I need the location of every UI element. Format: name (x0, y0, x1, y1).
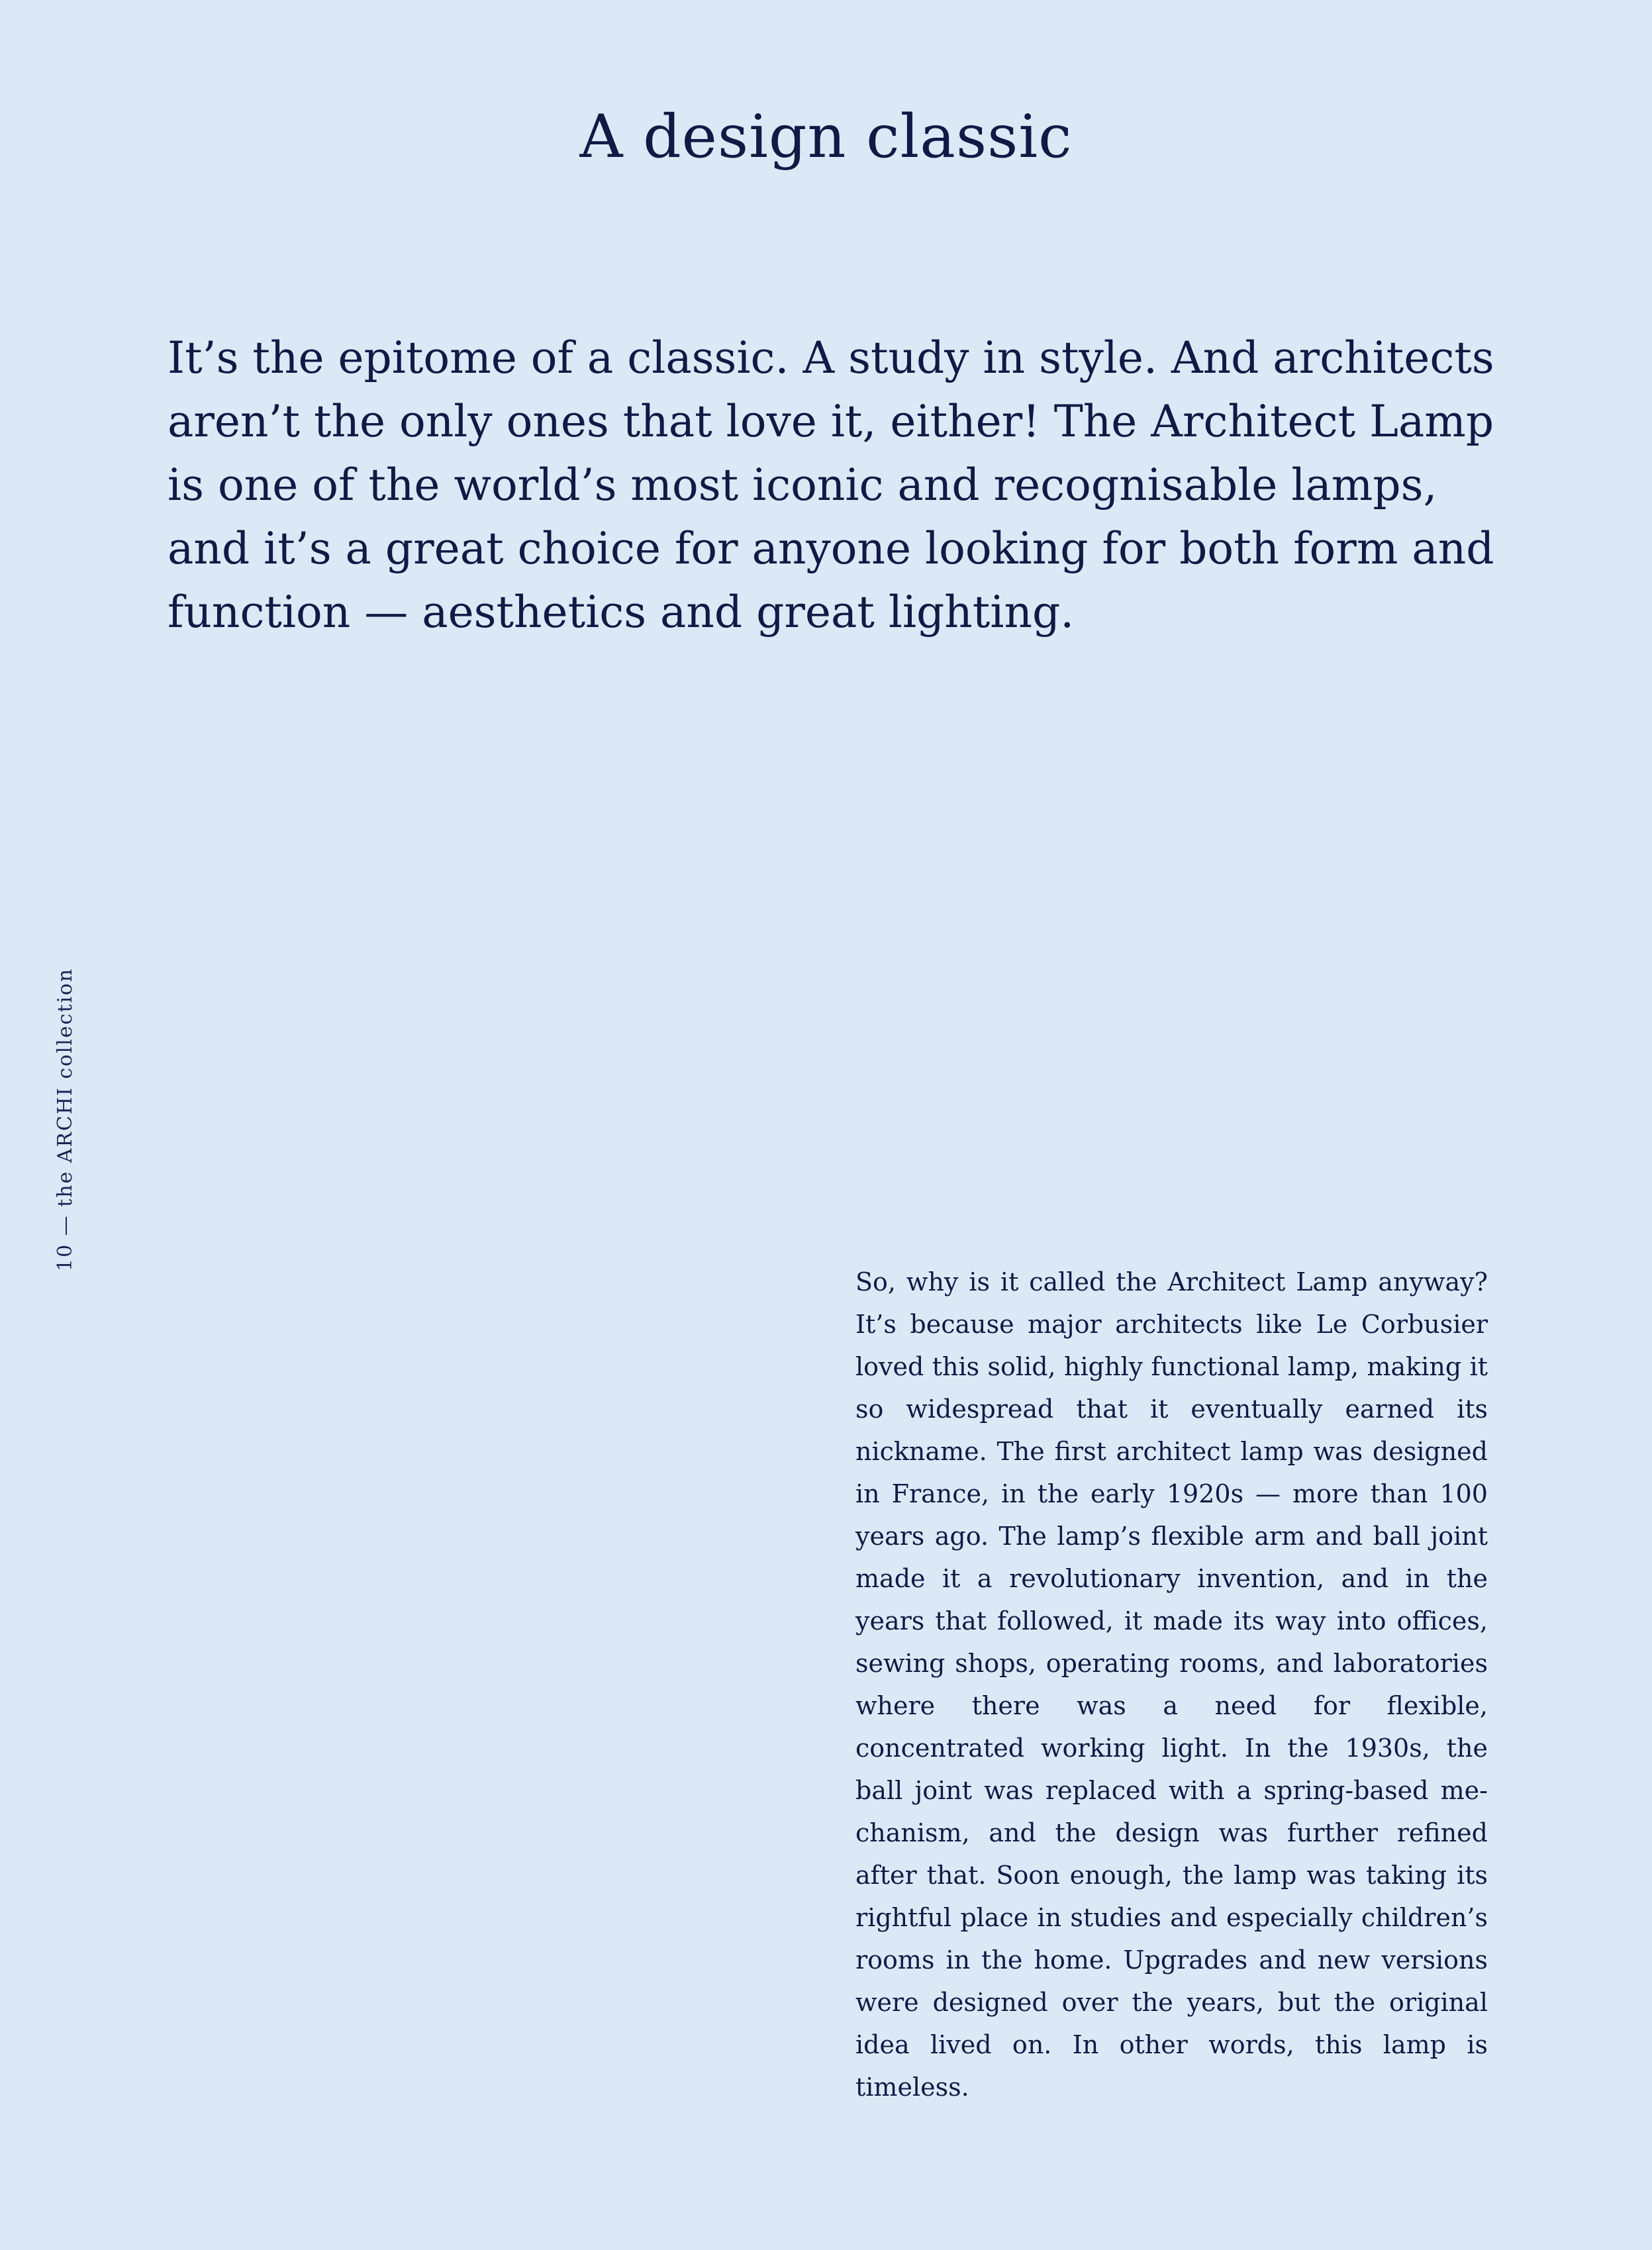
page-title: A design classic (579, 102, 1073, 171)
lead-paragraph: It’s the epitome of a classic. A study in style. And architects aren’t the only ones that love it, either! The Architect Lamp is one of the world’s most iconic and recognisable lamps, and it’s a great choice for anyone looking for both form and function — aesthetics and great lighting. (168, 332, 1494, 638)
page-number-running-footer: 10 — the ARCHI collection (54, 967, 77, 1271)
body-paragraph: So, why is it called the Architect Lamp anyway? It’s because major architects like Le Corbusier loved this solid, highly functional lamp, making it so widespread that it eventually earned its nickname. The first architect lamp was designed in France, in the early 1920s — more than 100 years ago. The lamp’s flexible arm and ball joint made it a revolutionary invention, and in the years that followed, it made its way into offices, sewing shops, operating rooms, and laboratories where there was a need for flexible, concentrated working light. In the 1930s, the ball joint was replaced with a spring-based mechanism, and the design was further refined after that. Soon enough, the lamp was taking its rightful place in studies and especially children’s rooms in the home. Upgrades and new versions were designed over the years, but the original idea lived on. In other words, this lamp is timeless. (855, 1267, 1488, 2102)
